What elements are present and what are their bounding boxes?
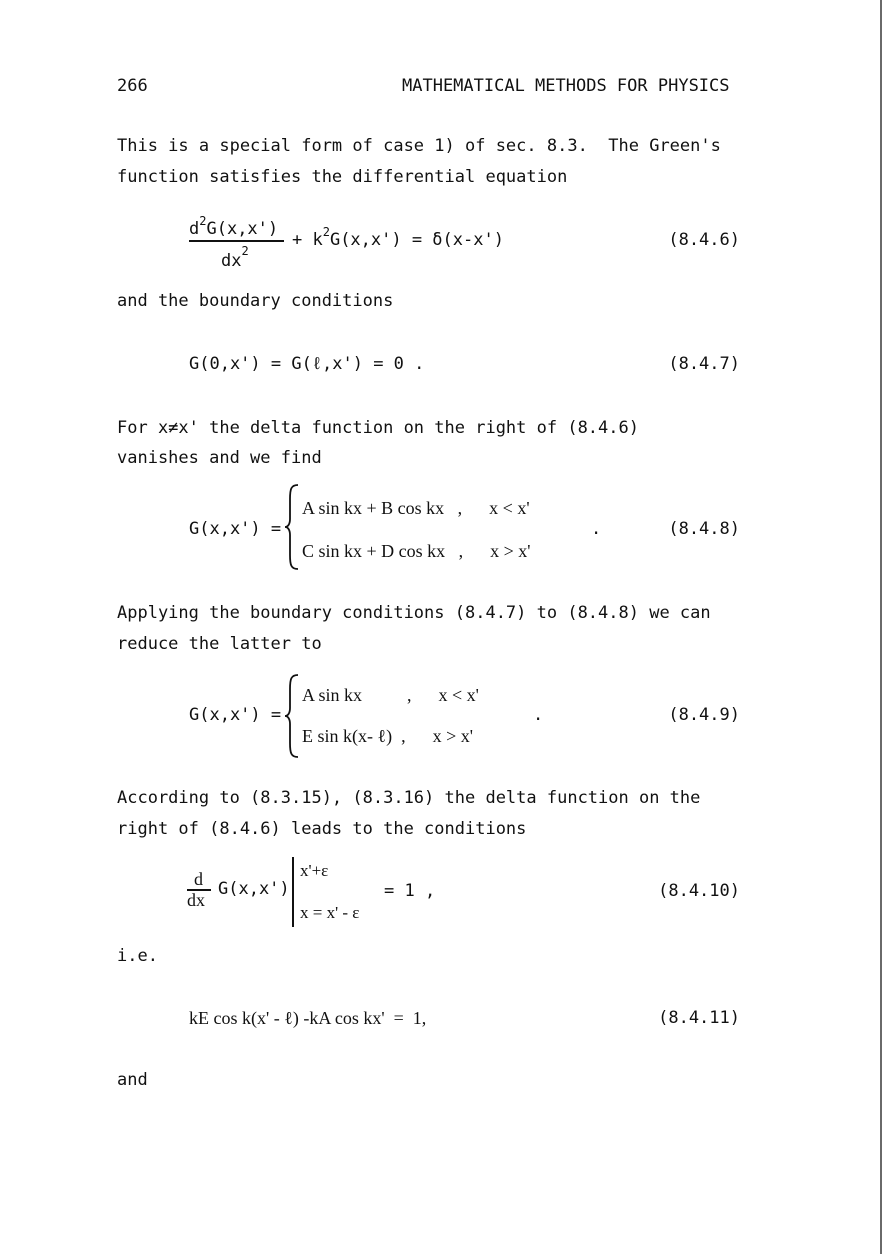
page-edge — [880, 0, 882, 1254]
paragraph-line: and — [117, 1070, 148, 1090]
page-number: 266 — [117, 76, 148, 96]
period: . — [591, 519, 602, 539]
left-brace-icon — [283, 483, 301, 571]
equation-number: (8.4.9) — [668, 705, 740, 725]
paragraph-line: right of (8.4.6) leads to the conditions — [117, 819, 527, 839]
equation-8-4-11: kE cos k(x' - ℓ) -kA cos kx' = 1, — [189, 1008, 427, 1028]
equation-8-4-7: G(0,x') = G(ℓ,x') = 0 . — [189, 354, 425, 374]
equation-number: (8.4.7) — [668, 354, 740, 374]
derivative-denominator: dx — [187, 890, 205, 910]
paragraph-line: i.e. — [117, 946, 158, 966]
equation-lhs: G(x,x') = — [189, 519, 282, 539]
upper-limit: x'+ε — [300, 861, 329, 880]
equation-number: (8.4.10) — [658, 881, 740, 901]
equation-rhs: + $k^2G(x,x') = \delta(x-x')$ — [292, 225, 504, 250]
left-brace-icon — [283, 673, 301, 759]
derivative-numerator: d — [194, 869, 203, 889]
equation-lhs: G(x,x') = — [189, 705, 282, 725]
paragraph-line: This is a special form of case 1) of sec. 8.3. The Green's — [117, 136, 721, 156]
paragraph-line: vanishes and we find — [117, 448, 322, 468]
paragraph-line: According to (8.3.15), (8.3.16) the delta function on the — [117, 788, 701, 808]
case-row: C sin kx + D cos kx , x > x' — [302, 541, 531, 561]
paragraph-line: Applying the boundary conditions (8.4.7) to (8.4.8) we can — [117, 603, 711, 623]
period: . — [533, 705, 544, 725]
equation-number: (8.4.8) — [668, 519, 740, 539]
numerator: $d^2G(x,x')$ — [189, 214, 279, 239]
paragraph-line: function satisfies the differential equation — [117, 167, 568, 187]
case-row: A sin kx + B cos kx , x < x' — [302, 498, 530, 518]
denominator: $dx^2$ — [221, 244, 249, 271]
fraction-bar — [189, 240, 284, 242]
equation-rhs: = 1 , — [384, 881, 436, 901]
paragraph-line: For x≠x' the delta function on the right of (8.4.6) — [117, 418, 639, 438]
equation-number: (8.4.11) — [658, 1008, 740, 1028]
case-row: A sin kx , x < x' — [302, 685, 479, 705]
function-term: G(x,x') — [218, 879, 290, 899]
equation-number: (8.4.6) — [668, 230, 740, 250]
case-row: E sin k(x- ℓ) , x > x' — [302, 726, 473, 746]
evaluation-bar — [292, 857, 294, 927]
running-title: MATHEMATICAL METHODS FOR PHYSICS — [402, 76, 730, 96]
paragraph-line: reduce the latter to — [117, 634, 322, 654]
lower-limit: x = x' - ε — [300, 903, 360, 922]
paragraph-line: and the boundary conditions — [117, 291, 394, 311]
